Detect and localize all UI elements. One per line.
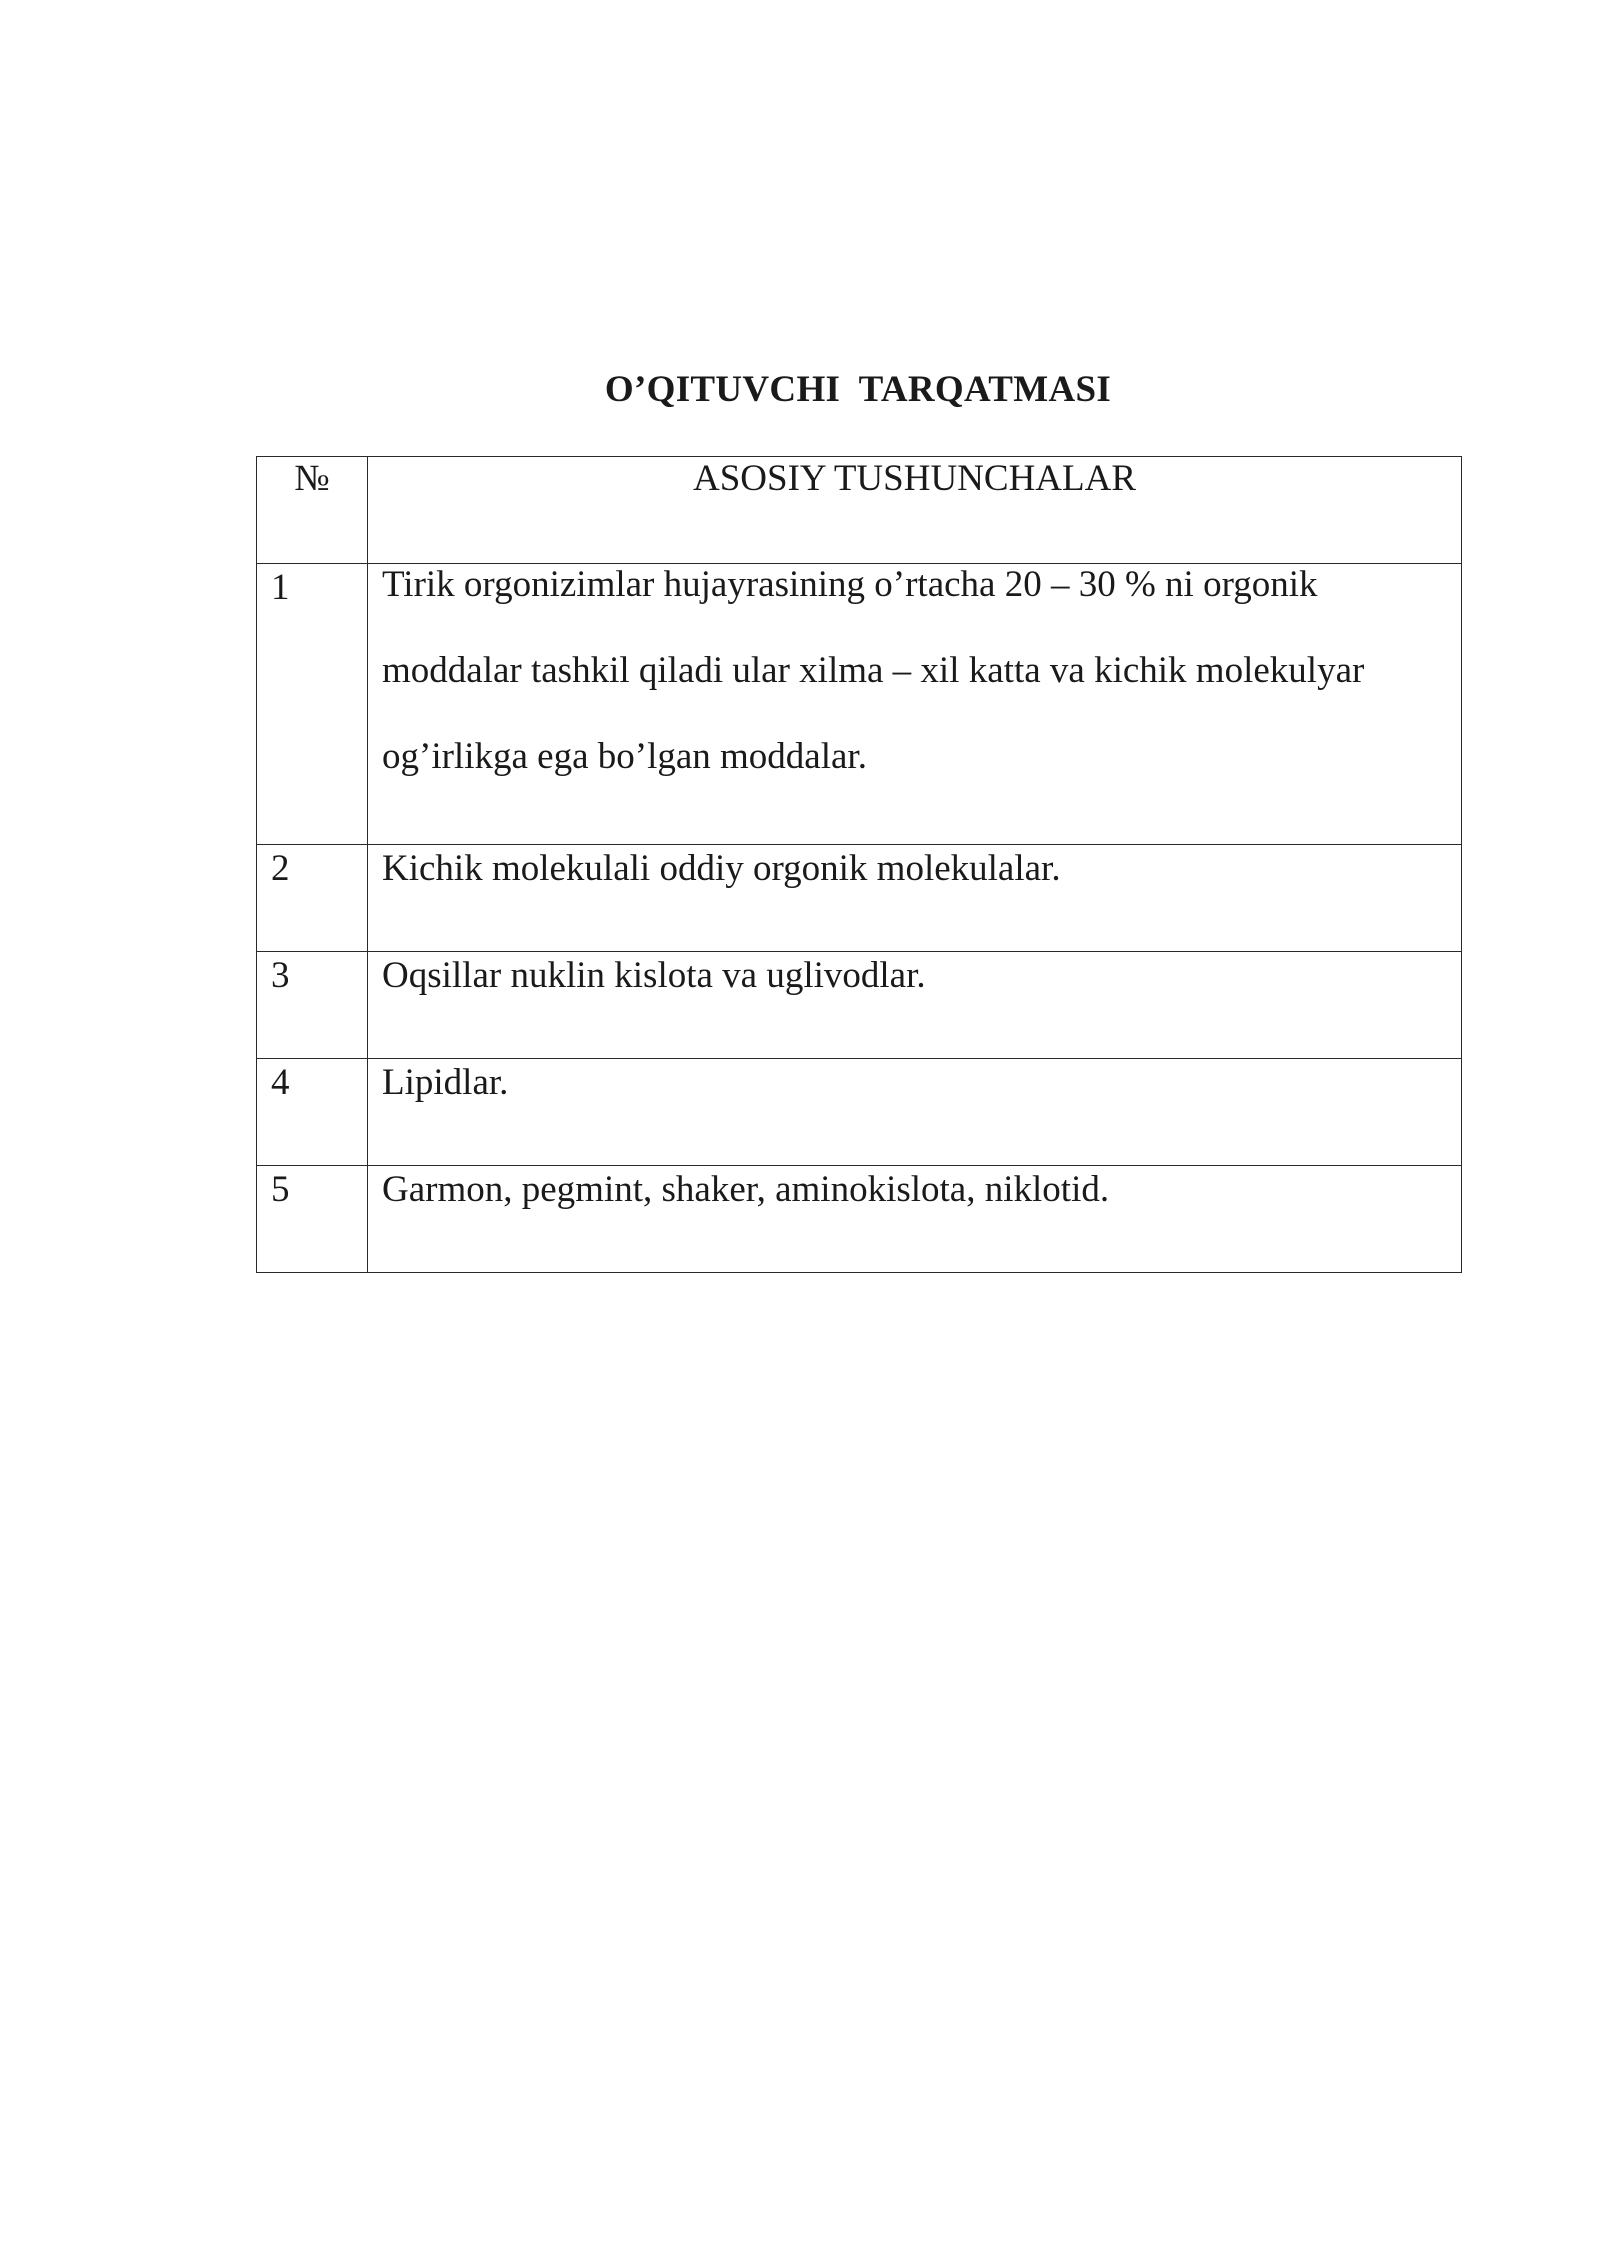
row-text-content: Tirik orgonizimlar hujayrasining o’rtacha 20 – 30 % ni orgonik moddalar tashkil qiladi ular xilma – xil katta va kichik molekulyar og’irlikga ega bo’lgan moddalar.: [382, 564, 1365, 777]
row-text: [368, 564, 1462, 845]
row-number: 1: [257, 564, 368, 845]
row-number: 4: [257, 1059, 368, 1166]
row-number: 3: [257, 952, 368, 1059]
concepts-table: [256, 456, 1462, 1273]
table-row: [257, 952, 1462, 1059]
number-column-header: №: [257, 457, 368, 564]
table-row: [257, 1166, 1462, 1273]
row-number: 5: [257, 1166, 368, 1273]
row-text: Garmon, pegmint, shaker, aminokislota, niklotid.: [368, 1166, 1462, 1273]
table-row: [257, 1059, 1462, 1166]
row-text: Oqsillar nuklin kislota va uglivodlar.: [368, 952, 1462, 1059]
page-title: O’QITUVCHI TARQATMASI: [604, 369, 1112, 410]
row-text: Lipidlar.: [368, 1059, 1462, 1166]
row-number: 2: [257, 845, 368, 952]
table-row: [257, 564, 1462, 845]
concepts-column-header: ASOSIY TUSHUNCHALAR: [368, 457, 1462, 564]
table-row: [257, 845, 1462, 952]
row-text: Kichik molekulali oddiy orgonik molekulalar.: [368, 845, 1462, 952]
